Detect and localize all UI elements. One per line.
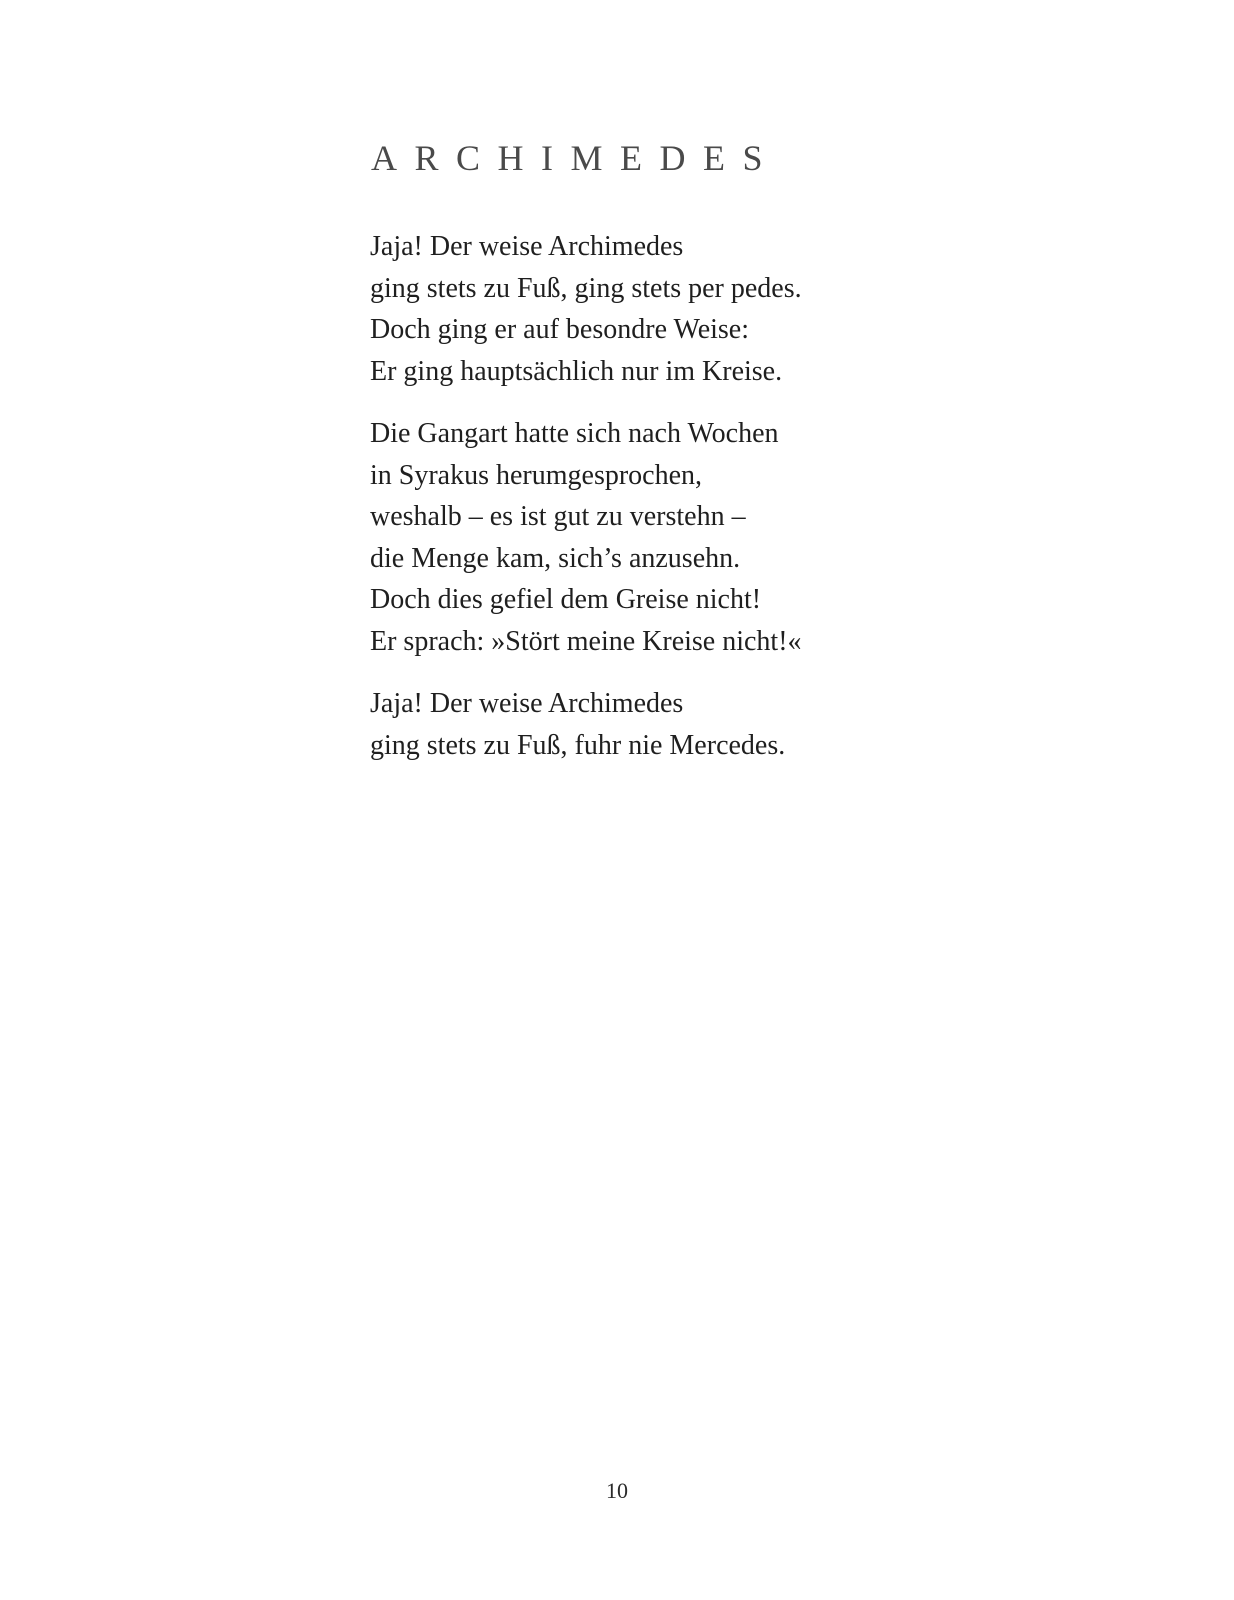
poem-body (370, 226, 890, 766)
verse-line: ging stets zu Fuß, ging stets per pedes. (370, 272, 802, 304)
verse-line: Doch ging er auf besondre Weise: (370, 314, 749, 345)
verse-line: Jaja! Der weise Archimedes (370, 688, 684, 719)
verse-line: weshalb – es ist gut zu verstehn – (370, 501, 746, 532)
verse-line: in Syrakus herumgesprochen, (370, 459, 703, 491)
stanza-3 (370, 683, 890, 766)
verse-line: ging stets zu Fuß, fuhr nie Mercedes. (370, 729, 786, 761)
stanza-2 (370, 413, 890, 662)
verse-line: die Menge kam, sich’s anzusehn. (370, 542, 741, 574)
page-number: 10 (606, 1478, 628, 1503)
verse-line: Er ging hauptsächlich nur im Kreise. (370, 355, 783, 387)
poem-title: ARCHIMEDES (371, 138, 781, 178)
verse-line: Die Gangart hatte sich nach Wochen (370, 418, 779, 449)
verse-line: Jaja! Der weise Archimedes (370, 231, 684, 262)
stanza-1 (370, 226, 890, 392)
verse-line: Er sprach: »Stört meine Kreise nicht!« (370, 625, 802, 657)
verse-line: Doch dies gefiel dem Greise nicht! (370, 584, 762, 615)
